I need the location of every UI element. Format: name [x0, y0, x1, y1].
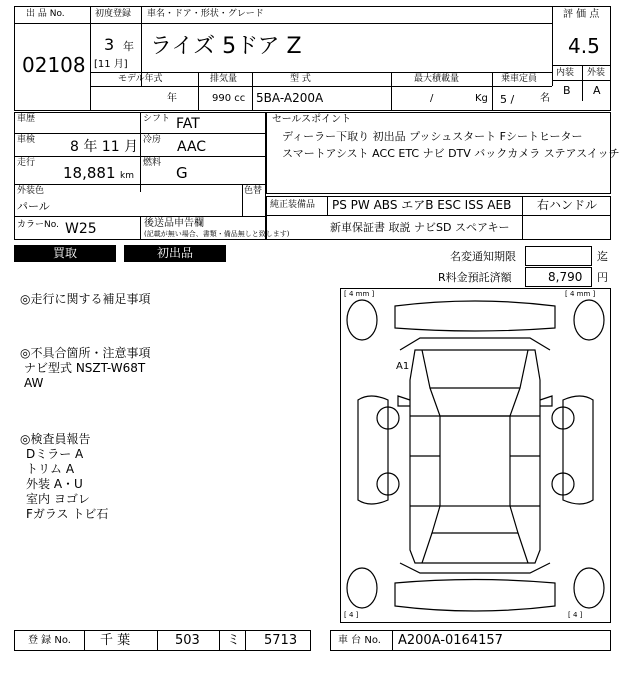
score-value: 4.5 — [568, 34, 600, 58]
sales-line-1: ディーラー下取り 初出品 プッシュスタート Fシートヒーター — [282, 130, 583, 143]
windshield-outline — [430, 388, 520, 416]
color-change-label: 色替 — [244, 186, 263, 196]
shift-value: FAT — [176, 116, 200, 132]
car-name-label: 車名・ドア・形状・グレード — [147, 9, 264, 19]
tire-front-left-icon — [347, 300, 377, 340]
car-diagram — [340, 288, 611, 623]
inspector-remarks — [20, 432, 108, 522]
equipment-label: 純正装備品 — [270, 200, 316, 210]
chassis-number: A200A-0164157 — [398, 633, 503, 648]
reg-class: 503 — [175, 633, 200, 648]
name-change-unit: 迄 — [597, 250, 608, 263]
tire-rear-left-icon — [347, 568, 377, 608]
interior-label: 内装 — [556, 68, 575, 78]
reg-label: 登 録 No. — [28, 635, 71, 646]
buy-button[interactable]: 買取 — [14, 245, 116, 262]
recycle-unit: 円 — [597, 271, 608, 284]
color-no-label: カラーNo. — [17, 220, 59, 230]
reg-kana: ミ — [227, 633, 241, 648]
rear-window-outline — [432, 506, 518, 533]
right-side-outline — [563, 396, 593, 504]
ac-label: 冷房 — [143, 135, 162, 145]
mileage-value: 18,881 — [63, 164, 116, 182]
reg-area: 千 葉 — [100, 633, 131, 648]
warranty-items: 新車保証書 取説 ナビSD スペアキー — [330, 221, 510, 234]
left-mirror-icon — [398, 396, 410, 406]
left-side-outline — [358, 396, 388, 504]
sales-line-2: スマートアシスト ACC ETC ナビ DTV バックカメラ ステアスイッチ — [282, 147, 620, 160]
reg-number: 5713 — [264, 633, 298, 648]
max-load-unit: Kg — [475, 93, 488, 104]
reg-month: [11 月] — [94, 59, 128, 70]
defect-title: ◎不具合箇所・注意事項 — [20, 346, 151, 360]
inspector-line: Fガラス トビ石 — [26, 507, 109, 521]
tire-depth-rear-left: [ 4 ] — [344, 611, 359, 619]
front-bumper-outline — [395, 301, 555, 331]
model-year-label: モデル年式 — [118, 74, 163, 84]
chassis-label: 車 台 No. — [338, 635, 381, 646]
lot-label: 出 品 No. — [26, 9, 65, 19]
model-year-unit: 年 — [167, 93, 177, 104]
defect-line: AW — [24, 376, 44, 390]
score-label: 評 価 点 — [563, 9, 600, 20]
mileage-label: 走行 — [17, 158, 36, 168]
tire-rear-right-icon — [574, 568, 604, 608]
shift-label: シフト — [143, 114, 171, 124]
right-mirror-icon — [540, 396, 552, 406]
inspection-label: 車検 — [17, 135, 36, 145]
equipment-items: PS PW ABS エアB ESC ISS AEB — [332, 198, 512, 212]
trunk-outline — [422, 533, 528, 563]
fuel-value: G — [176, 164, 188, 182]
color-value: パール — [17, 200, 50, 213]
inspector-title: ◎検査員報告 — [20, 432, 91, 446]
defect-remarks — [20, 346, 150, 391]
first-reg-label: 初度登録 — [95, 9, 132, 19]
interior-grade: B — [563, 84, 571, 97]
type-code: 5BA-A200A — [256, 91, 324, 105]
recycle-value: 8,790 — [548, 270, 583, 284]
displacement: 990 cc — [212, 93, 246, 104]
inspector-line: 外装 A・U — [26, 477, 83, 491]
max-load-slash: / — [430, 93, 434, 104]
name-change-box — [525, 246, 592, 266]
sales-label: セールスポイント — [272, 114, 352, 125]
aftermarket-label: 後送品申告欄 — [144, 218, 204, 229]
fuel-label: 燃料 — [143, 158, 162, 168]
inspector-line: 室内 ヨゴレ — [26, 492, 90, 506]
mileage-unit: km — [120, 171, 134, 181]
type-label: 型 式 — [290, 74, 311, 84]
color-label: 外装色 — [17, 186, 45, 196]
inspector-line: トリム A — [26, 462, 75, 476]
exterior-grade: A — [593, 84, 601, 97]
history-label: 車歴 — [17, 114, 36, 124]
name-change-label: 名変通知期限 — [450, 250, 516, 263]
tire-depth-front-right: [ 4 mm ] — [565, 290, 596, 298]
reg-year: 3 — [104, 35, 115, 54]
tire-front-right-icon — [574, 300, 604, 340]
lot-number: 02108 — [22, 53, 86, 77]
first-listing-button[interactable]: 初出品 — [124, 245, 226, 262]
hood-outline — [422, 350, 528, 388]
damage-mark-a1: A1 — [396, 361, 410, 372]
tire-depth-rear-right: [ 4 ] — [568, 611, 583, 619]
tire-depth-front-left: [ 4 mm ] — [344, 290, 375, 298]
capacity-label: 乗車定員 — [501, 74, 538, 84]
capacity-unit: 名 — [540, 93, 550, 104]
rear-bumper-outline — [395, 580, 555, 612]
aftermarket-note: (記載が無い場合、書類・備品無しと致します) — [144, 230, 290, 238]
recycle-label: R料金預託済額 — [438, 271, 512, 284]
driving-remarks — [20, 292, 150, 307]
car-name: ライズ 5ドア Z — [150, 34, 302, 59]
steering-side: 右ハンドル — [537, 198, 598, 212]
exterior-label: 外装 — [587, 68, 606, 78]
inspection-value: 8 年 11 月 — [70, 139, 139, 155]
driving-title: ◎走行に関する補足事項 — [20, 292, 151, 306]
roof-outline — [440, 416, 510, 506]
reg-year-unit: 年 — [123, 40, 134, 53]
capacity: 5 / — [500, 93, 515, 106]
displacement-label: 排気量 — [210, 74, 238, 84]
inspector-line: Dミラー A — [26, 447, 84, 461]
ac-value: AAC — [177, 139, 207, 155]
color-no-value: W25 — [65, 221, 97, 237]
defect-line: ナビ型式 NSZT-W68T — [24, 361, 146, 375]
max-load-label: 最大積載量 — [414, 74, 460, 84]
